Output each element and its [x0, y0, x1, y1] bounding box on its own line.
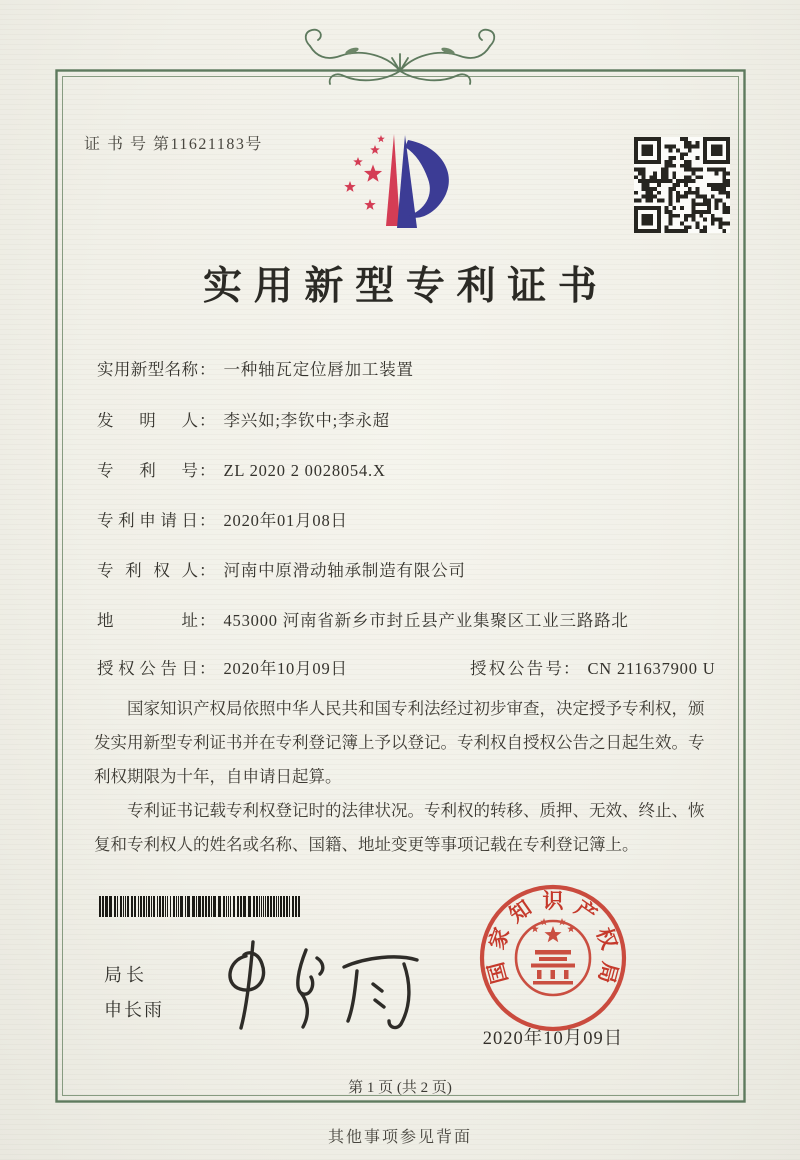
field-value: 2020年01月08日	[223, 511, 348, 530]
barcode-bar	[283, 896, 285, 917]
qr-code	[634, 137, 730, 233]
seal-char: 权	[591, 924, 622, 953]
barcode-bar	[276, 896, 277, 917]
seal-char: 产	[570, 895, 602, 928]
seal-char: 局	[593, 959, 623, 987]
director-name: 申长雨	[104, 1000, 164, 1020]
field-value: ZL 2020 2 0028054.X	[223, 461, 386, 480]
barcode	[99, 896, 309, 917]
field-colon: ：	[199, 360, 216, 379]
barcode-bar	[270, 896, 272, 917]
barcode-bar	[230, 896, 231, 917]
seal-date: 2020年10月09日	[482, 1029, 624, 1049]
barcode-bar	[134, 896, 136, 917]
barcode-bar	[173, 896, 175, 917]
barcode-bar	[146, 896, 147, 917]
barcode-bar	[237, 896, 239, 917]
barcode-bar	[178, 896, 179, 917]
field-colon: ：	[199, 461, 216, 480]
barcode-bar	[218, 896, 221, 917]
field-value: 河南中原滑动轴承制造有限公司	[223, 561, 466, 580]
field-colon: ：	[199, 511, 216, 530]
field-label: 地址	[97, 611, 198, 630]
field-address	[97, 607, 629, 631]
field-filing-date	[97, 507, 348, 531]
barcode-bar	[256, 896, 258, 917]
seal-char: 家	[484, 924, 515, 953]
national-emblem	[516, 918, 590, 995]
field-value: 2020年10月09日	[223, 659, 348, 678]
barcode-bar	[162, 896, 164, 917]
barcode-bar	[289, 896, 290, 917]
legal-paragraph-grant: 国家知识产权局依照中华人民共和国专利法经过初步审查，决定授予专利权，颁发实用新型专利证书并在专利登记簿上予以登记。专利权自授权公告之日起生效。专利权期限为十年，自申请日起算。	[94, 699, 705, 786]
field-colon: ：	[199, 561, 216, 580]
barcode-bar	[185, 896, 186, 917]
barcode-bar	[140, 896, 142, 917]
field-colon: ：	[563, 659, 580, 678]
barcode-bar	[109, 896, 112, 917]
seal-char: 知	[504, 895, 536, 928]
seal-char: 国	[483, 959, 513, 987]
barcode-bar	[205, 896, 207, 917]
barcode-bar	[148, 896, 150, 917]
barcode-bar	[248, 896, 251, 917]
barcode-bar	[192, 896, 195, 917]
barcode-bar	[298, 896, 300, 917]
barcode-bar	[196, 896, 197, 917]
barcode-bar	[157, 896, 158, 917]
field-utility-model-name	[97, 356, 414, 380]
barcode-bar	[278, 896, 279, 917]
top-center-flourish	[306, 30, 495, 84]
cnipa-logo	[328, 132, 460, 238]
barcode-bar	[295, 896, 297, 917]
barcode-bar	[233, 896, 235, 917]
barcode-bar	[187, 896, 190, 917]
barcode-bar	[120, 896, 122, 917]
field-grant-number	[470, 655, 715, 679]
barcode-bar	[228, 896, 229, 917]
seal-char: 识	[542, 889, 564, 913]
field-label: 专利权人	[97, 561, 198, 580]
barcode-bar	[151, 896, 152, 917]
field-value: CN 211637900 U	[587, 659, 716, 678]
barcode-bar	[273, 896, 275, 917]
logo-red-spike	[386, 134, 400, 226]
field-grant-date-and-number	[97, 655, 716, 679]
legal-paragraph-register: 专利证书记载专利权登记时的法律状况。专利权的转移、质押、无效、终止、恢复和专利权人的姓名或名称、国籍、地址变更等事项记载在专利登记簿上。	[94, 801, 705, 854]
barcode-bar	[127, 896, 129, 917]
barcode-bar	[223, 896, 225, 917]
barcode-bar	[102, 896, 104, 917]
barcode-bar	[280, 896, 282, 917]
field-label: 实用新型名称	[97, 360, 198, 379]
barcode-bar	[286, 896, 288, 917]
barcode-bar	[153, 896, 155, 917]
barcode-bar	[105, 896, 108, 917]
barcode-bar	[292, 896, 294, 917]
barcode-bar	[99, 896, 101, 917]
barcode-bar	[261, 896, 262, 917]
barcode-bar	[211, 896, 212, 917]
legal-text-block	[94, 692, 716, 862]
field-colon: ：	[199, 659, 216, 678]
barcode-bar	[167, 896, 168, 917]
page-number: 第 1 页 (共 2 页)	[348, 1080, 452, 1096]
barcode-bar	[208, 896, 210, 917]
barcode-bar	[263, 896, 264, 917]
director-signature-script	[216, 936, 428, 1036]
barcode-bar	[170, 896, 171, 917]
field-label: 专利号	[97, 461, 198, 480]
official-seal	[473, 878, 633, 1038]
barcode-bar	[226, 896, 227, 917]
barcode-bar	[117, 896, 118, 917]
barcode-bar	[253, 896, 255, 917]
barcode-bar	[259, 896, 260, 917]
certificate-number: 证 书 号 第11621183号	[84, 136, 263, 153]
certificate-title: 实用新型专利证书	[203, 265, 609, 308]
field-colon: ：	[199, 411, 216, 430]
field-label: 专利申请日	[97, 511, 198, 530]
barcode-bar	[240, 896, 242, 917]
barcode-bar	[143, 896, 145, 917]
field-label: 授权公告日	[97, 659, 198, 678]
field-value: 453000 河南省新乡市封丘县产业集聚区工业三路路北	[223, 611, 629, 630]
barcode-bar	[138, 896, 139, 917]
barcode-bar	[202, 896, 204, 917]
field-value: 一种轴瓦定位唇加工装置	[223, 360, 414, 379]
director-title: 局长	[104, 965, 148, 985]
barcode-bar	[180, 896, 183, 917]
field-value: 李兴如;李钦中;李永超	[223, 411, 390, 430]
field-patentee	[97, 557, 466, 581]
barcode-bar	[267, 896, 269, 917]
field-inventors	[97, 407, 390, 431]
logo-stars	[344, 135, 385, 210]
field-patent-number	[97, 457, 386, 481]
barcode-bar	[114, 896, 116, 917]
field-colon: ：	[199, 611, 216, 630]
field-label: 发明人	[97, 411, 198, 430]
barcode-bar	[131, 896, 133, 917]
barcode-bar	[265, 896, 266, 917]
barcode-bar	[125, 896, 126, 917]
barcode-bar	[159, 896, 161, 917]
field-label: 授权公告号	[470, 659, 562, 678]
barcode-bar	[176, 896, 177, 917]
barcode-bar	[123, 896, 124, 917]
barcode-bar	[243, 896, 246, 917]
barcode-bar	[165, 896, 166, 917]
barcode-bar	[198, 896, 201, 917]
barcode-bar	[213, 896, 216, 917]
back-side-note: 其他事项参见背面	[327, 1129, 472, 1146]
